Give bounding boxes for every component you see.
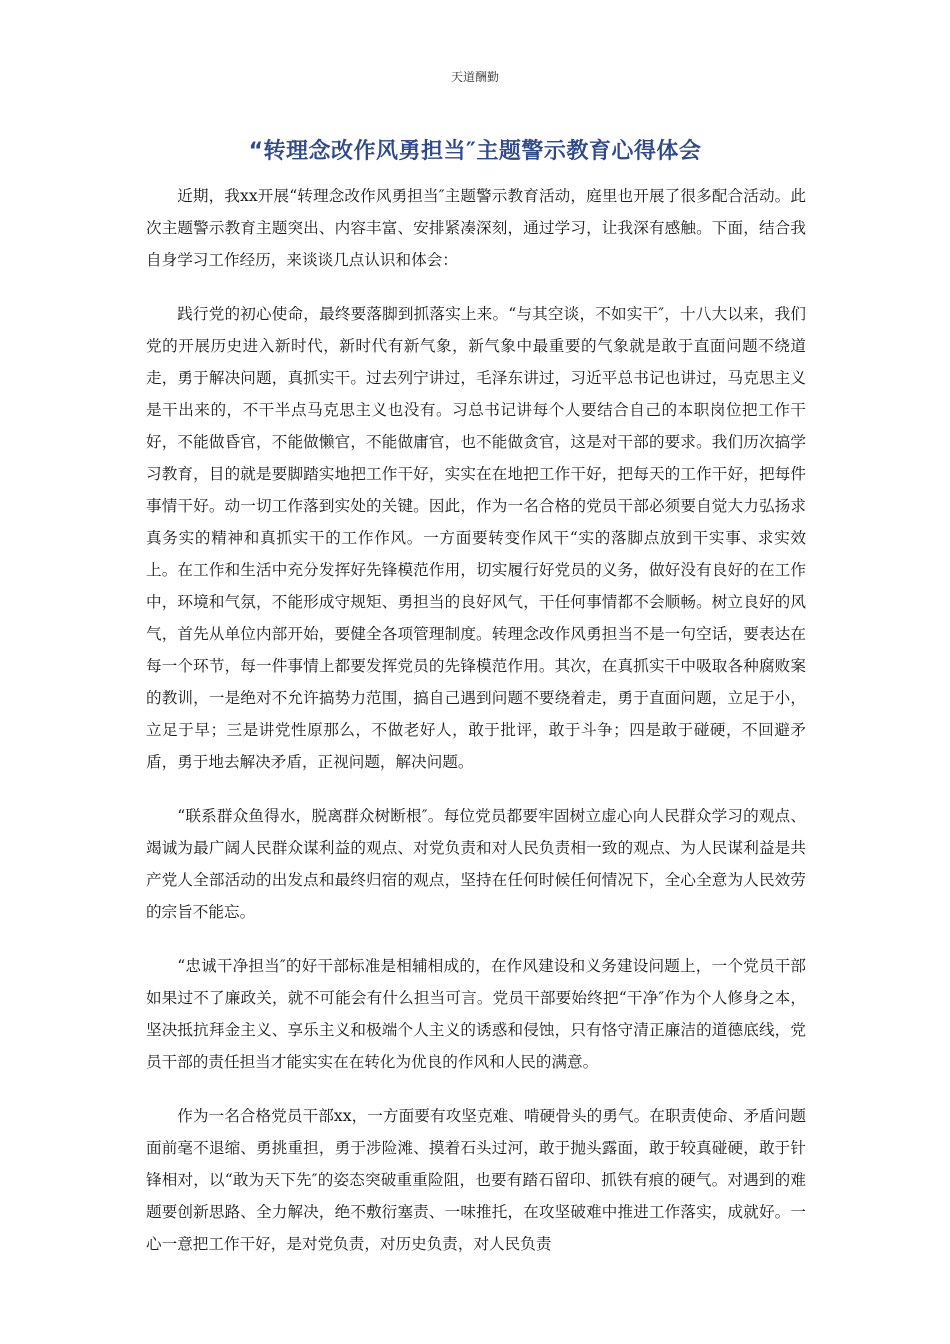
document-title: “转理念改作风勇担当″主题警示教育心得体会 [248,139,702,164]
document-body [146,180,806,1282]
paragraph-1: 近期，我xx开展“转理念改作风勇担当″主题警示教育活动，庭里也开展了很多配合活动。此次主题警示教育主题突出、内容丰富、安排紧凑深刻，通过学习，让我深有感触。下面，结合我自身学习工作经历，来谈谈几点认识和体会： [146,187,806,269]
paragraph-4: “忠诚干净担当″的好干部标准是相辅相成的，在作风建设和义务建设问题上，一个党员干部如果过不了廉政关，就不可能会有什么担当可言。党员干部要始终把“干净″作为个人修身之本，坚决抵抗拜金主义、享乐主义和极端个人主义的诱惑和侵蚀，只有恪守清正廉洁的道德底线，党员干部的责任担当才能实实在在转化为优良的作风和人民的满意。 [146,957,806,1071]
paragraph-5: 作为一名合格党员干部xx，一方面要有攻坚克难、啃硬骨头的勇气。在职责使命、矛盾问题面前毫不退缩、勇挑重担，勇于涉险滩、摸着石头过河，敢于抛头露面，敢于较真碰硬，敢于针锋相对，以“敢为天下先″的姿态突破重重险阻，也要有踏石留印、抓铁有痕的硬气。对遇到的难题要创新思路、全力解决，绝不敷衍塞责、一味推托，在攻坚破难中推进工作落实，成就好。一心一意把工作干好，是对党负责，对历史负责，对人民负责 [146,1107,806,1253]
paragraph-2: 践行党的初心使命，最终要落脚到抓落实上来。“与其空谈，不如实干″，十八大以来，我们党的开展历史进入新时代，新时代有新气象，新气象中最重要的气象就是敢于直面问题不绕道走，勇于解决问题，真抓实干。过去列宁讲过，毛泽东讲过，习近平总书记也讲过，马克思主义是干出来的，不干半点马克思主义也没有。习总书记讲每个人要结合自己的本职岗位把工作干好，不能做昏官，不能做懒官，不能做庸官，也不能做贪官，这是对干部的要求。我们历次搞学习教育，目的就是要脚踏实地把工作干好，实实在在地把工作干好，把每天的工作干好，把每件事情干好。动一切工作落到实处的关键。因此，作为一名合格的党员干部必须要自觉大力弘扬求真务实的精神和真抓实干的工作作风。一方面要转变作风干“实的落脚点放到干实事、求实效上。在工作和生活中充分发挥好先锋模范作用，切实履行好党员的义务，做好没有良好的在工作中，环境和气氛，不能形成守规矩、勇担当的良好风气，干任何事情都不会顺畅。树立良好的风气，首先从单位内部开始，要健全各项管理制度。转理念改作风勇担当不是一句空话，要表达在每一个环节，每一件事情上都要发挥党员的先锋模范作用。其次，在真抓实干中吸取各种腐败案的教训，一是绝对不允许搞势力范围，搞自己遇到问题不要绕着走，勇于直面问题，立足于小，立足于早；三是讲党性原那么，不做老好人，敢于批评，敢于斗争；四是敢于碰硬，不回避矛盾，勇于地去解决矛盾，正视问题，解决问题。 [146,305,806,771]
paragraph-3: “联系群众鱼得水，脱离群众树断根″。每位党员都要牢固树立虚心向人民群众学习的观点、竭诚为最广阔人民群众谋利益的观点、对党负责和对人民负责相一致的观点、为人民谋利益是共产党人全部活动的出发点和最终归宿的观点，坚持在任何时候任何情况下，全心全意为人民效劳的宗旨不能忘。 [146,807,806,921]
page-header: 天道酬勤 [450,70,499,84]
